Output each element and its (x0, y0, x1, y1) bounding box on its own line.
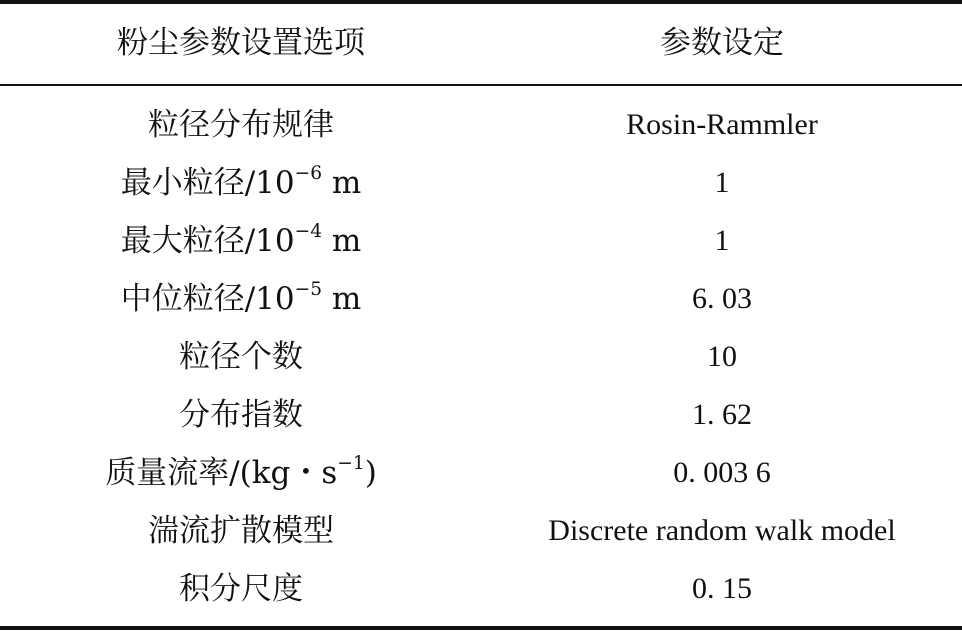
row-label (0, 212, 482, 270)
label-unit: ) (364, 455, 377, 491)
row-value: 1. 62 (692, 398, 752, 431)
table-row (0, 96, 962, 154)
row-label: 粒径分布规律 (148, 107, 334, 143)
row-value: 10 (707, 340, 737, 373)
table-row (0, 502, 962, 560)
exponent: −1 (337, 453, 365, 475)
table-row (0, 328, 962, 386)
label-text: 最大粒径/10 (120, 223, 295, 259)
label-text: 质量流率/(kg・s (105, 455, 338, 491)
row-label (0, 270, 482, 328)
top-rule (0, 0, 962, 4)
row-value: 6. 03 (692, 282, 752, 315)
label-text: 中位粒径/10 (120, 281, 295, 317)
label-text: 最小粒径/10 (120, 165, 295, 201)
label-unit: m (322, 165, 362, 201)
row-label: 湍流扩散模型 (148, 513, 334, 549)
row-value: 0. 15 (692, 572, 752, 605)
table-row (0, 212, 962, 270)
table-row (0, 154, 962, 212)
bottom-rule (0, 626, 962, 630)
row-label (0, 154, 482, 212)
exponent: −6 (294, 163, 323, 185)
exponent: −5 (294, 279, 323, 301)
label-unit: m (322, 223, 362, 259)
header-rule (0, 84, 962, 86)
table-row (0, 444, 962, 502)
header-option: 粉尘参数设置选项 (117, 25, 365, 61)
row-label: 分布指数 (179, 397, 303, 433)
row-value: 1 (714, 166, 730, 199)
table-row (0, 386, 962, 444)
label-unit: m (322, 281, 362, 317)
row-value: Discrete random walk model (548, 514, 896, 547)
header-setting: 参数设定 (660, 25, 784, 61)
row-value: Rosin-Rammler (626, 108, 818, 141)
row-value: 0. 003 6 (673, 456, 771, 489)
table-row (0, 270, 962, 328)
exponent: −4 (294, 221, 323, 243)
row-label: 积分尺度 (179, 571, 303, 607)
row-label (0, 444, 482, 502)
row-value: 1 (714, 224, 730, 257)
row-label: 粒径个数 (179, 339, 303, 375)
table-row (0, 560, 962, 618)
